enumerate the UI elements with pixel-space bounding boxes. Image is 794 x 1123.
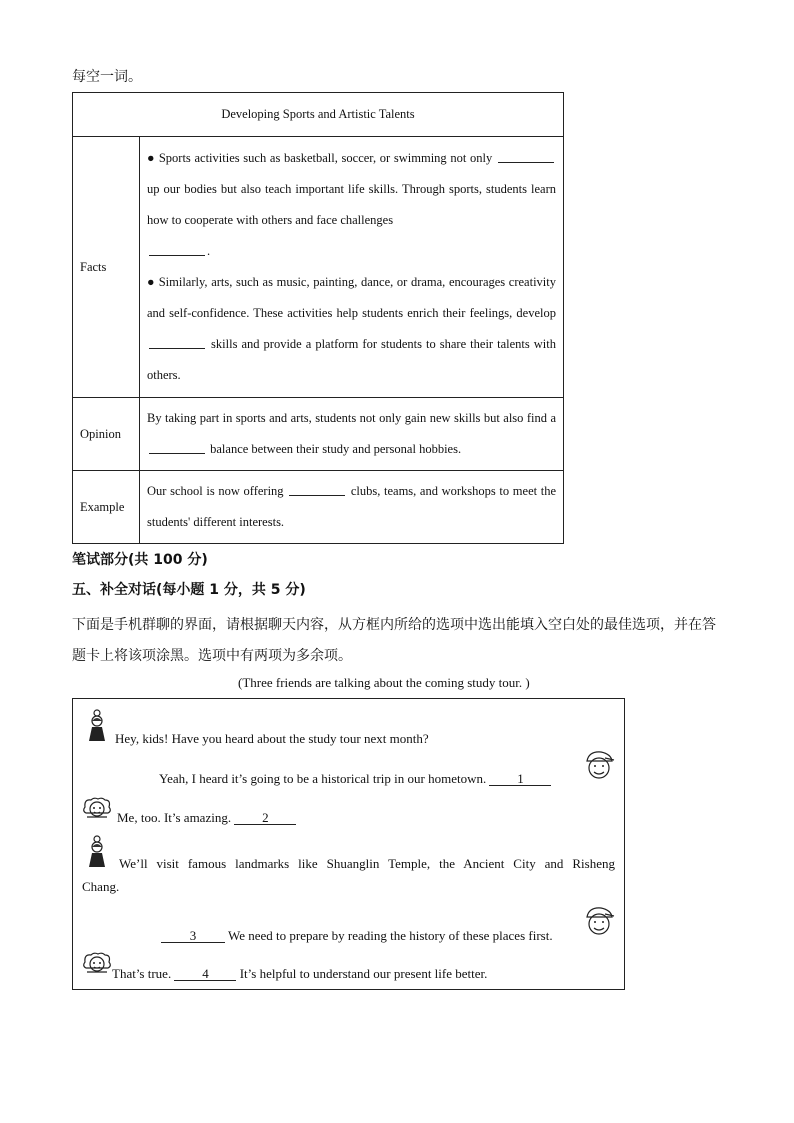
chat-line-4a: We’ll visit famous landmarks like Shuanglin Temple, the Ancient City and Risheng: [119, 856, 615, 871]
chat-line-6: That’s true. 4 It’s helpful to understand our present life better.: [112, 966, 488, 981]
answer-blank: [289, 494, 345, 496]
chat-line-2: Yeah, I heard it’s going to be a historical trip in our hometown. 1: [159, 771, 551, 787]
facts-content: ● Sports activities such as basketball, soccer, or swimming not only up our bodies but also teach important life skills. Through sports, students learn how to cooperate with others and face challenges . ● Similarly, arts, such as music, painting, dance, or drama, encourages creativity and self-confidence. These activities help students enrich their feelings, develop skills and provide a platform for students to share their talents with others.: [140, 137, 564, 398]
chat-line-3: Me, too. It’s amazing. 2: [117, 810, 296, 826]
talents-table: [72, 92, 564, 544]
group-chat-box: [72, 698, 625, 990]
blank-4: 4: [174, 967, 236, 981]
curly-girl-avatar-icon: [82, 952, 112, 976]
example-label: Example: [73, 471, 140, 544]
facts-label: Facts: [73, 137, 140, 398]
answer-blank: [149, 347, 205, 349]
section-instructions: 下面是手机群聊的界面，请根据聊天内容，从方框内所给的选项中选出能填入空白处的最佳选项，并在答题卡上将该项涂黑。选项中有两项为多余项。: [72, 617, 716, 664]
girl-avatar-icon: [87, 709, 107, 743]
opinion-label: Opinion: [73, 398, 140, 471]
example-content: Our school is now offering clubs, teams, and workshops to meet the students' different interests.: [140, 471, 564, 544]
answer-blank: [149, 254, 205, 256]
blank-3: 3: [161, 929, 225, 943]
section-written-heading: 笔试部分(共 100 分): [72, 552, 208, 568]
chat-line-4b: Chang.: [82, 879, 120, 894]
table-title: Developing Sports and Artistic Talents: [73, 93, 564, 137]
chat-line-5: 3 We need to prepare by reading the history of these places first.: [161, 928, 553, 944]
blank-1: 1: [489, 772, 551, 786]
answer-blank: [498, 161, 554, 163]
dialogue-context: (Three friends are talking about the coming study tour. ): [238, 675, 530, 690]
opinion-content: By taking part in sports and arts, students not only gain new skills but also find a balance between their study and personal hobbies.: [140, 398, 564, 471]
answer-blank: [149, 452, 205, 454]
section-five-heading: 五、补全对话(每小题 1 分，共 5 分): [72, 582, 306, 598]
boy-avatar-icon: [583, 749, 615, 781]
blank-2: 2: [234, 811, 296, 825]
boy-avatar-icon: [583, 905, 615, 937]
top-instruction: 每空一词。: [72, 69, 142, 85]
girl-avatar-icon: [87, 835, 107, 869]
chat-line-1: Hey, kids! Have you heard about the study tour next month?: [115, 731, 429, 746]
curly-girl-avatar-icon: [82, 797, 112, 821]
